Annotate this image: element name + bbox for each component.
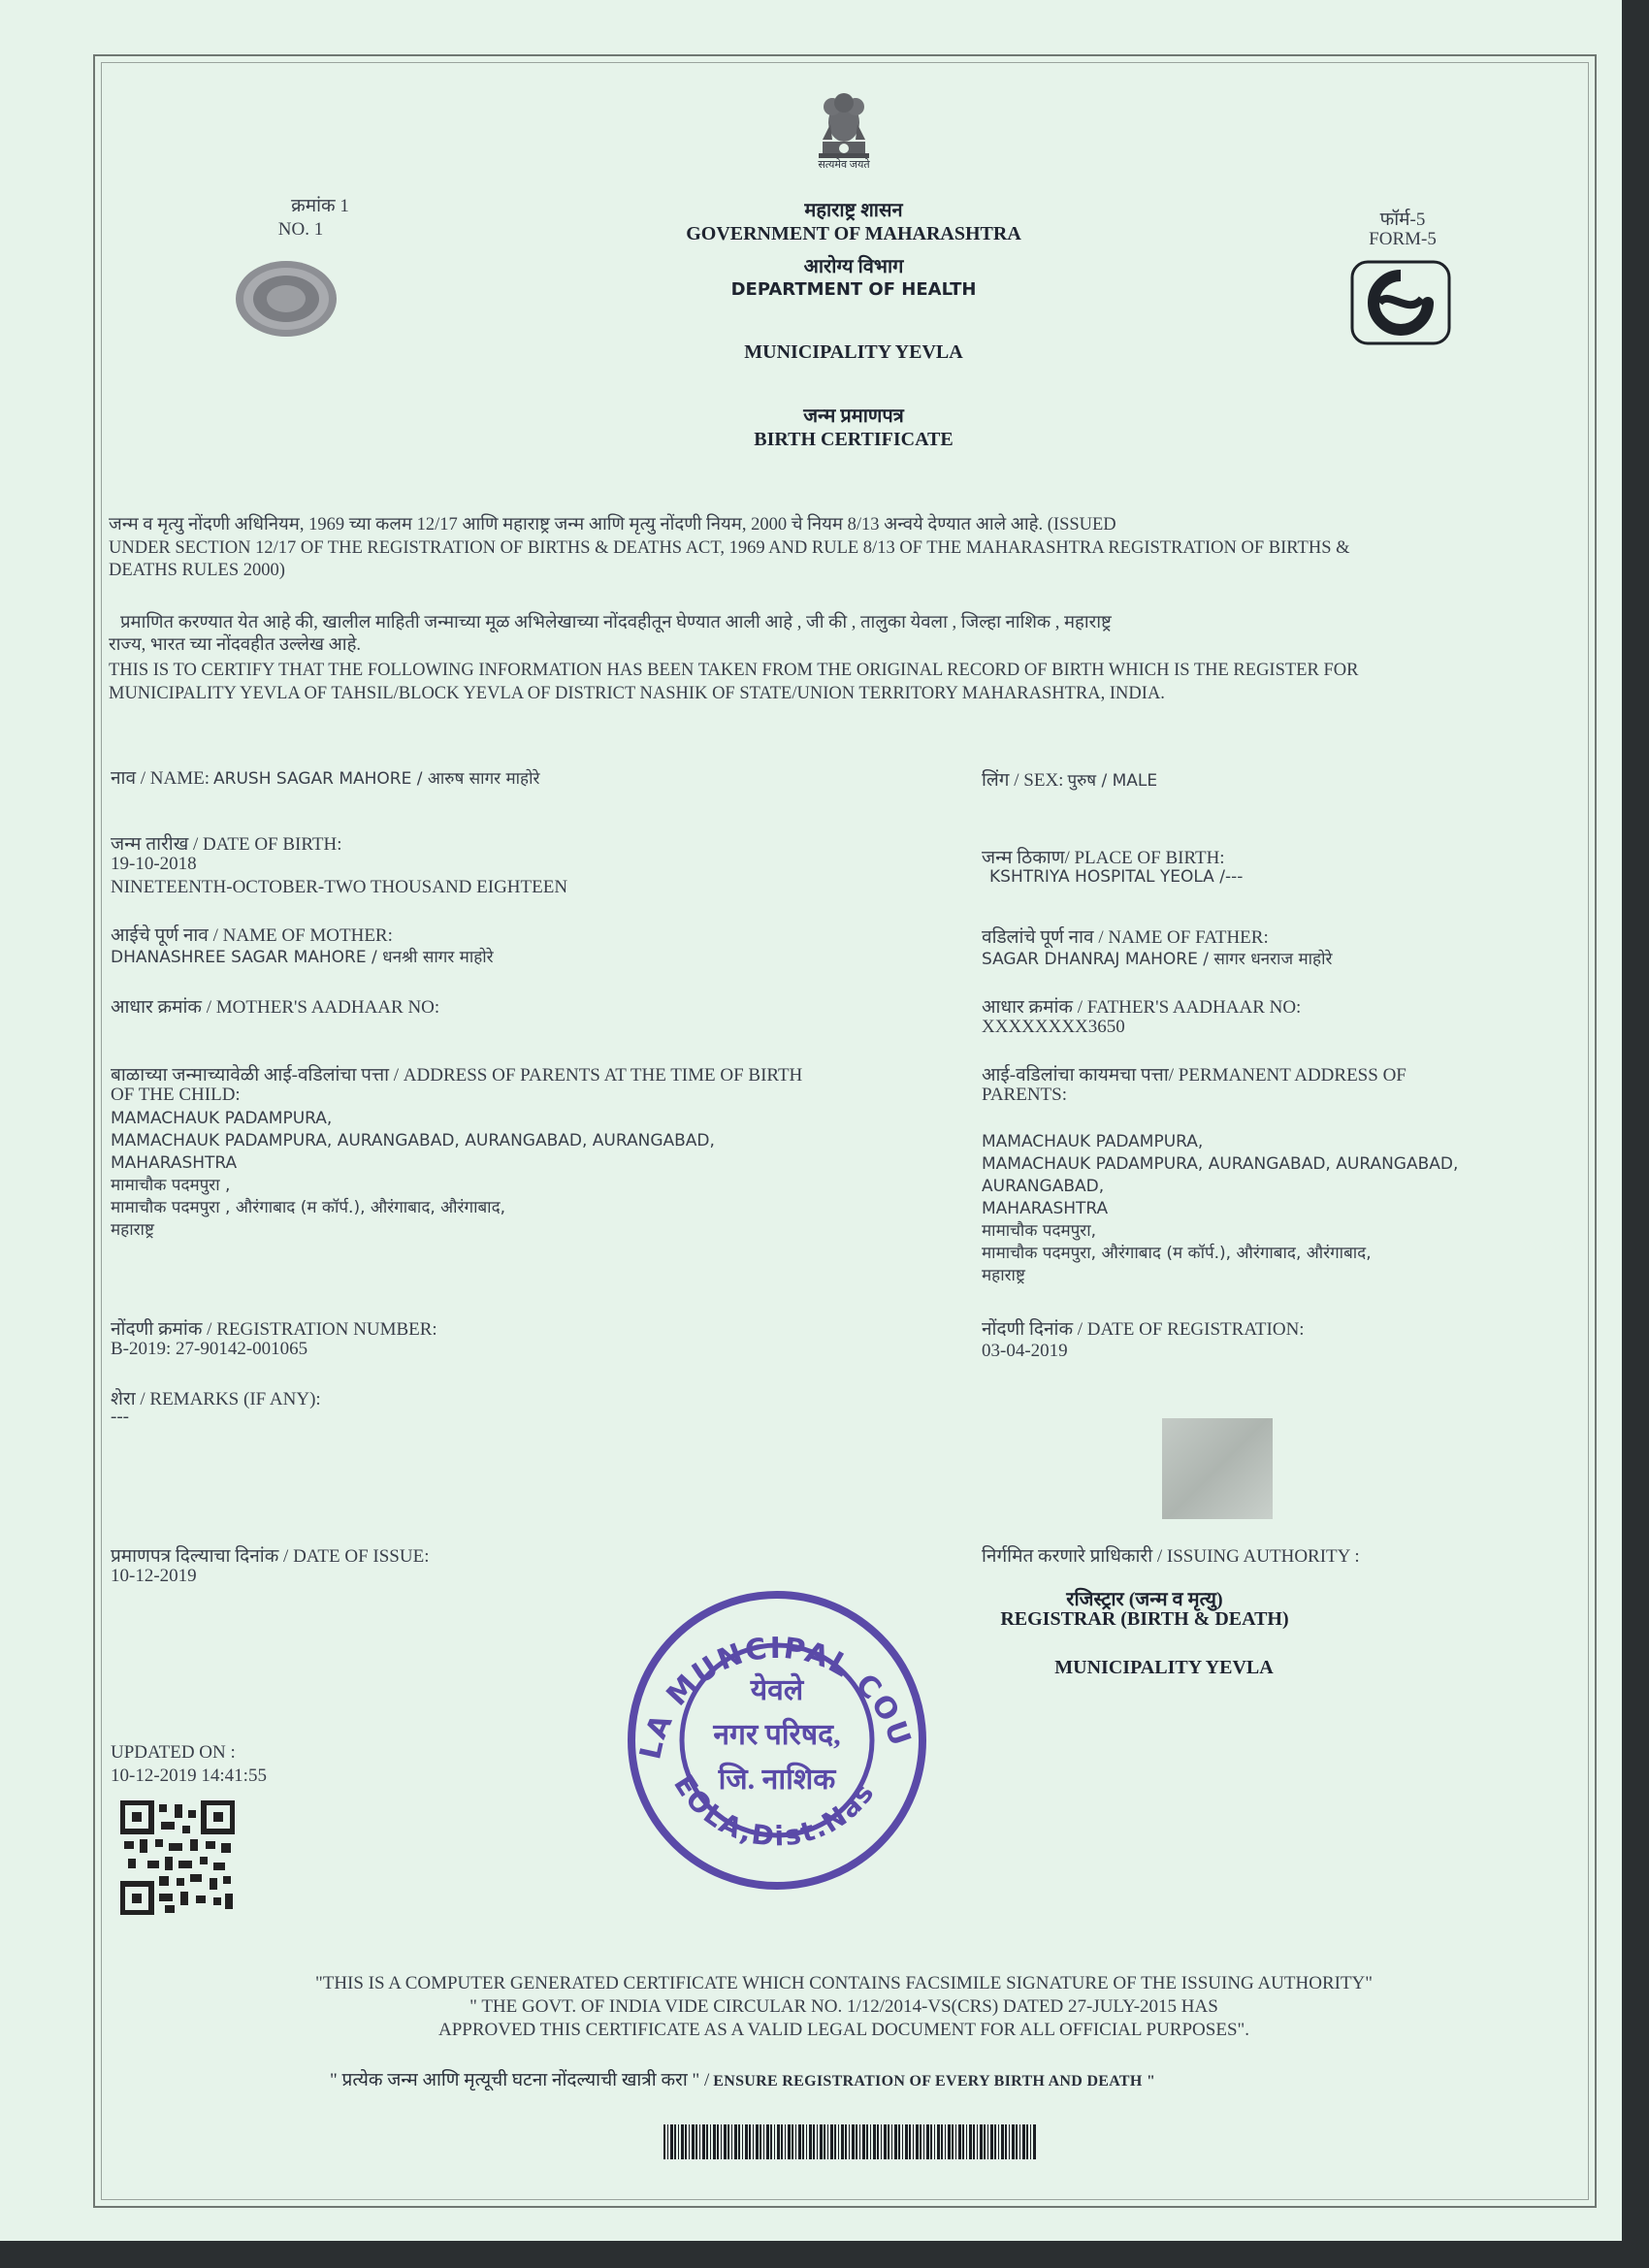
facsimile-signature <box>1162 1418 1273 1519</box>
form-number-mr: फॉर्म-5 <box>1379 210 1426 230</box>
birth-address-line: मामाचौक पदमपुरा , <box>111 1176 231 1195</box>
form5-logo-icon <box>1350 260 1451 345</box>
dob-label: जन्म तारीख / DATE OF BIRTH: <box>111 834 342 855</box>
emblem-motto: सत्यमेव जयते <box>818 159 870 171</box>
certify-line-3: THIS IS TO CERTIFY THAT THE FOLLOWING INFORMATION HAS BEEN TAKEN FROM THE ORIGINAL RECORD OF BIRTH WHICH IS THE REGISTER FOR <box>109 661 1359 680</box>
sex-value: पुरुष / MALE <box>1067 771 1158 791</box>
municipality-title: MUNICIPALITY YEVLA <box>744 341 963 363</box>
birth-address-line: MAMACHAUK PADAMPURA, <box>111 1109 333 1128</box>
slogan-mr: " प्रत्येक जन्म आणि मृत्यूची घटना नोंदल्याची खात्री करा " / <box>330 2070 710 2090</box>
father-name-value: SAGAR DHANRAJ MAHORE / सागर धनराज माहोरे <box>982 950 1333 969</box>
ashoka-emblem <box>809 85 879 165</box>
sex-field <box>982 766 1157 792</box>
dob-value: 19-10-2018 <box>111 854 197 874</box>
registration-number-label: नोंदणी क्रमांक / REGISTRATION NUMBER: <box>111 1319 437 1340</box>
certify-line-4: MUNICIPALITY YEVLA OF TAHSIL/BLOCK YEVLA OF DISTRICT NASHIK OF STATE/UNION TERRITORY MAHARASHTRA, INDIA. <box>109 684 1165 703</box>
name-value: ARUSH SAGAR MAHORE / आरुष सागर माहोरे <box>213 769 540 789</box>
footer-note-1: "THIS IS A COMPUTER GENERATED CERTIFICATE WHICH CONTAINS FACSIMILE SIGNATURE OF THE ISSUING AUTHORITY" <box>314 1973 1374 1993</box>
intro-line-3: DEATHS RULES 2000) <box>109 561 285 580</box>
mother-aadhaar-label: आधार क्रमांक / MOTHER'S AADHAAR NO: <box>111 997 440 1018</box>
birth-address-block <box>111 1108 715 1242</box>
permanent-address-line: MAMACHAUK PADAMPURA, <box>982 1132 1204 1151</box>
intro-line-2: UNDER SECTION 12/17 OF THE REGISTRATION OF BIRTHS & DEATHS ACT, 1969 AND RULE 8/13 OF THE MAHARASHTRA REGISTRATION OF BIRTHS & <box>109 538 1350 558</box>
issuing-authority-label: निर्गमित करणारे प्राधिकारी / ISSUING AUTHORITY : <box>982 1546 1360 1567</box>
permanent-address-line: MAHARASHTRA <box>982 1199 1109 1218</box>
birth-address-line: मामाचौक पदमपुरा , औरंगाबाद (म कॉर्प.), औरंगाबाद, औरंगाबाद, <box>111 1198 506 1217</box>
permanent-address-label-2: PARENTS: <box>982 1085 1067 1105</box>
remarks-value: --- <box>111 1407 129 1427</box>
registration-date-value: 03-04-2019 <box>982 1341 1068 1361</box>
registrar-title-mr: रजिस्ट्रार (जन्म व मृत्यु) <box>1066 1589 1223 1610</box>
footer-note-2: " THE GOVT. OF INDIA VIDE CIRCULAR NO. 1/12/2014-VS(CRS) DATED 27-JULY-2015 HAS <box>469 1996 1218 2017</box>
mother-name-label: आईचे पूर्ण नाव / NAME OF MOTHER: <box>111 925 393 946</box>
government-title-en: GOVERNMENT OF MAHARASHTRA <box>686 223 1021 244</box>
stamp-bottom-text: EOLA,Dist.Nas <box>667 1768 882 1854</box>
stamp-line-2: नगर परिषद, <box>713 1719 841 1751</box>
maharashtra-seal-icon <box>235 260 338 338</box>
slogan-en: ENSURE REGISTRATION OF EVERY BIRTH AND DEATH " <box>713 2073 1156 2090</box>
issue-date-label: प्रमाणपत्र दिल्याचा दिनांक / DATE OF ISSUE: <box>111 1546 430 1567</box>
father-aadhaar-value: XXXXXXXX3650 <box>982 1017 1125 1037</box>
stamp-line-1: येवले <box>750 1674 804 1706</box>
dob-in-words: NINETEENTH-OCTOBER-TWO THOUSAND EIGHTEEN <box>111 877 568 897</box>
certificate-title-mr: जन्म प्रमाणपत्र <box>803 405 904 427</box>
pob-label: जन्म ठिकाण/ PLACE OF BIRTH: <box>982 848 1225 868</box>
name-label: नाव / NAME: <box>111 768 210 789</box>
permanent-address-label-1: आई-वडिलांचा कायमचा पत्ता/ PERMANENT ADDRESS OF <box>982 1065 1406 1085</box>
serial-number-en: NO. 1 <box>277 219 324 240</box>
pob-value: KSHTRIYA HOSPITAL YEOLA /--- <box>989 867 1244 887</box>
certificate-title-en: BIRTH CERTIFICATE <box>754 429 954 450</box>
updated-on-label: UPDATED ON : <box>111 1742 236 1763</box>
permanent-address-line: महाराष्ट्र <box>982 1266 1025 1285</box>
registration-slogan <box>330 2066 1155 2091</box>
birth-address-line: महाराष्ट्र <box>111 1220 154 1240</box>
remarks-label: शेरा / REMARKS (IF ANY): <box>111 1389 321 1409</box>
registrar-municipality: MUNICIPALITY YEVLA <box>1054 1657 1274 1678</box>
permanent-address-line: AURANGABAD, <box>982 1177 1105 1196</box>
issue-date-value: 10-12-2019 <box>111 1566 197 1586</box>
footer-note-3: APPROVED THIS CERTIFICATE AS A VALID LEGAL DOCUMENT FOR ALL OFFICIAL PURPOSES". <box>437 2020 1250 2040</box>
barcode <box>663 2124 1036 2159</box>
serial-number-mr: क्रमांक 1 <box>291 196 349 216</box>
municipal-council-stamp <box>617 1575 937 1895</box>
birth-address-line: MAMACHAUK PADAMPURA, AURANGABAD, AURANGABAD, AURANGABAD, <box>111 1131 715 1150</box>
form-number-en: FORM-5 <box>1369 229 1437 249</box>
department-title-en: DEPARTMENT OF HEALTH <box>730 279 977 300</box>
department-title-mr: आरोग्य विभाग <box>803 256 904 277</box>
stamp-top-text: LA MUNCIPAL COU <box>633 1631 919 1763</box>
permanent-address-line: मामाचौक पदमपुरा, औरंगाबाद (म कॉर्प.), औरंगाबाद, औरंगाबाद, <box>982 1244 1372 1263</box>
certify-line-1: प्रमाणित करण्यात येत आहे की, खालील माहिती जन्माच्या मूळ अभिलेखाच्या नोंदवहीतून घेण्यात आली आहे , जी की , तालुका येवला , जिल्हा नाशिक , महाराष्ट्र <box>120 613 1112 632</box>
permanent-address-line: MAMACHAUK PADAMPURA, AURANGABAD, AURANGABAD, <box>982 1154 1459 1174</box>
government-title-mr: महाराष्ट्र शासन <box>804 200 903 221</box>
registration-number-value: B-2019: 27-90142-001065 <box>111 1339 308 1359</box>
qr-code-icon <box>120 1800 235 1915</box>
stamp-line-3: जि. नाशिक <box>718 1764 836 1796</box>
name-field <box>111 764 539 790</box>
father-aadhaar-label: आधार क्रमांक / FATHER'S AADHAAR NO: <box>982 997 1302 1018</box>
birth-address-label-1: बाळाच्या जन्माच्यावेळी आई-वडिलांचा पत्ता / ADDRESS OF PARENTS AT THE TIME OF BIRTH <box>111 1065 803 1085</box>
father-name-label: वडिलांचे पूर्ण नाव / NAME OF FATHER: <box>982 927 1269 948</box>
birth-address-line: MAHARASHTRA <box>111 1153 238 1173</box>
updated-on-value: 10-12-2019 14:41:55 <box>111 1766 267 1786</box>
certify-line-2: राज्य, भारत च्या नोंदवहीत उल्लेख आहे. <box>109 635 362 655</box>
registration-date-label: नोंदणी दिनांक / DATE OF REGISTRATION: <box>982 1319 1305 1340</box>
permanent-address-line: मामाचौक पदमपुरा, <box>982 1221 1097 1241</box>
intro-line-1: जन्म व मृत्यु नोंदणी अधिनियम, 1969 च्या कलम 12/17 आणि महाराष्ट्र जन्म आणि मृत्यु नोंदणी नियम, 2000 चे नियम 8/13 अन्वये देण्यात आले आहे. (ISSUED <box>109 515 1116 535</box>
permanent-address-block <box>982 1131 1458 1287</box>
birth-address-label-2: OF THE CHILD: <box>111 1085 241 1105</box>
registrar-title-en: REGISTRAR (BIRTH & DEATH) <box>1000 1608 1289 1630</box>
mother-name-value: DHANASHREE SAGAR MAHORE / धनश्री सागर माहोरे <box>111 948 494 967</box>
sex-label: लिंग / SEX: <box>982 770 1064 791</box>
